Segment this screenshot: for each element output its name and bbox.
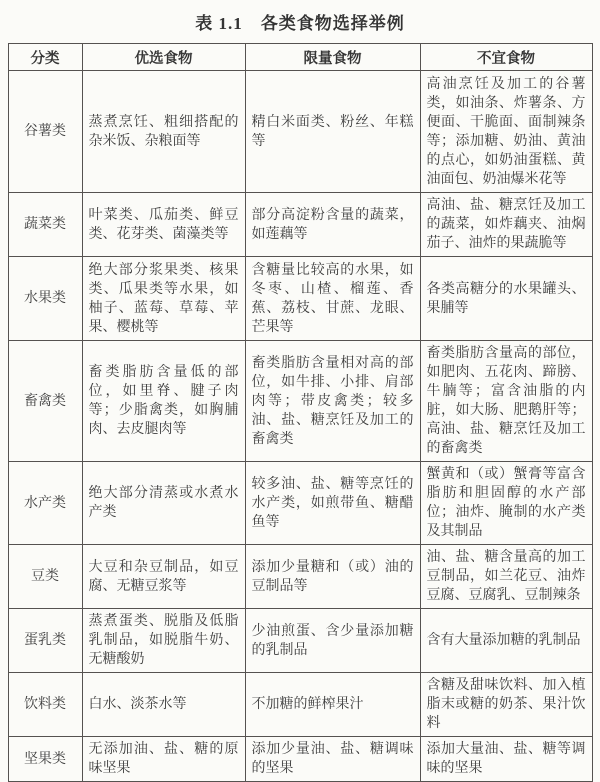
preferred-cell: 叶菜类、瓜茄类、鲜豆类、花芽类、菌藻类等 <box>82 193 245 257</box>
table-row-eggs-dairy <box>8 609 592 673</box>
header-row <box>8 44 592 71</box>
avoid-cell: 含糖及甜味饮料、加入植脂末或糖的奶茶、果汁饮料 <box>420 673 592 737</box>
avoid-cell: 蟹黄和（或）蟹膏等富含脂肪和胆固醇的水产部位；油炸、腌制的水产类及其制品 <box>420 462 592 545</box>
table-row-vegetables <box>8 193 592 257</box>
table-row-grains <box>8 71 592 193</box>
preferred-cell: 畜类脂肪含量低的部位，如里脊、腱子肉等；少脂禽类，如胸脯肉、去皮腿肉等 <box>82 341 245 462</box>
category-cell: 水果类 <box>8 257 82 341</box>
header-preferred: 优选食物 <box>82 44 245 71</box>
avoid-cell: 油、盐、糖含量高的加工豆制品，如兰花豆、油炸豆腐、豆腐乳、豆制辣条 <box>420 545 592 609</box>
category-cell: 坚果类 <box>8 737 82 782</box>
header-category: 分类 <box>8 44 82 71</box>
category-cell: 畜禽类 <box>8 341 82 462</box>
limited-cell: 添加少量糖和（或）油的豆制品等 <box>245 545 420 609</box>
preferred-cell: 白水、淡茶水等 <box>82 673 245 737</box>
table-row-aquatic <box>8 462 592 545</box>
category-cell: 水产类 <box>8 462 82 545</box>
limited-cell: 部分高淀粉含量的蔬菜，如莲藕等 <box>245 193 420 257</box>
preferred-cell: 无添加油、盐、糖的原味坚果 <box>82 737 245 782</box>
preferred-cell: 绝大部分浆果类、核果类、瓜果类等水果，如柚子、蓝莓、草莓、苹果、樱桃等 <box>82 257 245 341</box>
header-limited: 限量食物 <box>245 44 420 71</box>
category-cell: 饮料类 <box>8 673 82 737</box>
avoid-cell: 高油、盐、糖烹饪及加工的蔬菜，如炸藕夹、油焖茄子、油炸的果蔬脆等 <box>420 193 592 257</box>
limited-cell: 添加少量油、盐、糖调味的坚果 <box>245 737 420 782</box>
preferred-cell: 蒸煮烹饪、粗细搭配的杂米饭、杂粮面等 <box>82 71 245 193</box>
header-avoid: 不宜食物 <box>420 44 592 71</box>
table-row-nuts <box>8 737 592 782</box>
table-row-beverages <box>8 673 592 737</box>
category-cell: 蔬菜类 <box>8 193 82 257</box>
preferred-cell: 大豆和杂豆制品，如豆腐、无糖豆浆等 <box>82 545 245 609</box>
preferred-cell: 蒸煮蛋类、脱脂及低脂乳制品，如脱脂牛奶、无糖酸奶 <box>82 609 245 673</box>
avoid-cell: 各类高糖分的水果罐头、果脯等 <box>420 257 592 341</box>
limited-cell: 不加糖的鲜榨果汁 <box>245 673 420 737</box>
limited-cell: 精白米面类、粉丝、年糕等 <box>245 71 420 193</box>
category-cell: 豆类 <box>8 545 82 609</box>
limited-cell: 少油煎蛋、含少量添加糖的乳制品 <box>245 609 420 673</box>
avoid-cell: 添加大量油、盐、糖等调味的坚果 <box>420 737 592 782</box>
table-row-fruits <box>8 257 592 341</box>
food-selection-table <box>8 43 593 782</box>
category-cell: 谷薯类 <box>8 71 82 193</box>
table-row-meat-poultry <box>8 341 592 462</box>
avoid-cell: 畜类脂肪含量高的部位，如肥肉、五花肉、蹄膀、牛腩等；富含油脂的内脏，如大肠、肥鹅肝等；高油、盐、糖烹饪及加工的畜禽类 <box>420 341 592 462</box>
avoid-cell: 高油烹饪及加工的谷薯类，如油条、炸薯条、方便面、干脆面、面制辣条等；添加糖、奶油、黄油的点心，如奶油蛋糕、黄油面包、奶油爆米花等 <box>420 71 592 193</box>
page-title: 表 1.1 各类食物选择举例 <box>195 14 405 33</box>
avoid-cell: 含有大量添加糖的乳制品 <box>420 609 592 673</box>
category-cell: 蛋乳类 <box>8 609 82 673</box>
limited-cell: 畜类脂肪含量相对高的部位，如牛排、小排、肩部肉等；带皮禽类；较多油、盐、糖烹饪及加工的畜禽类 <box>245 341 420 462</box>
limited-cell: 较多油、盐、糖等烹饪的水产类，如煎带鱼、糖醋鱼等 <box>245 462 420 545</box>
limited-cell: 含糖量比较高的水果，如冬枣、山楂、榴莲、香蕉、荔枝、甘蔗、龙眼、芒果等 <box>245 257 420 341</box>
preferred-cell: 绝大部分清蒸或水煮水产类 <box>82 462 245 545</box>
table-row-beans <box>8 545 592 609</box>
